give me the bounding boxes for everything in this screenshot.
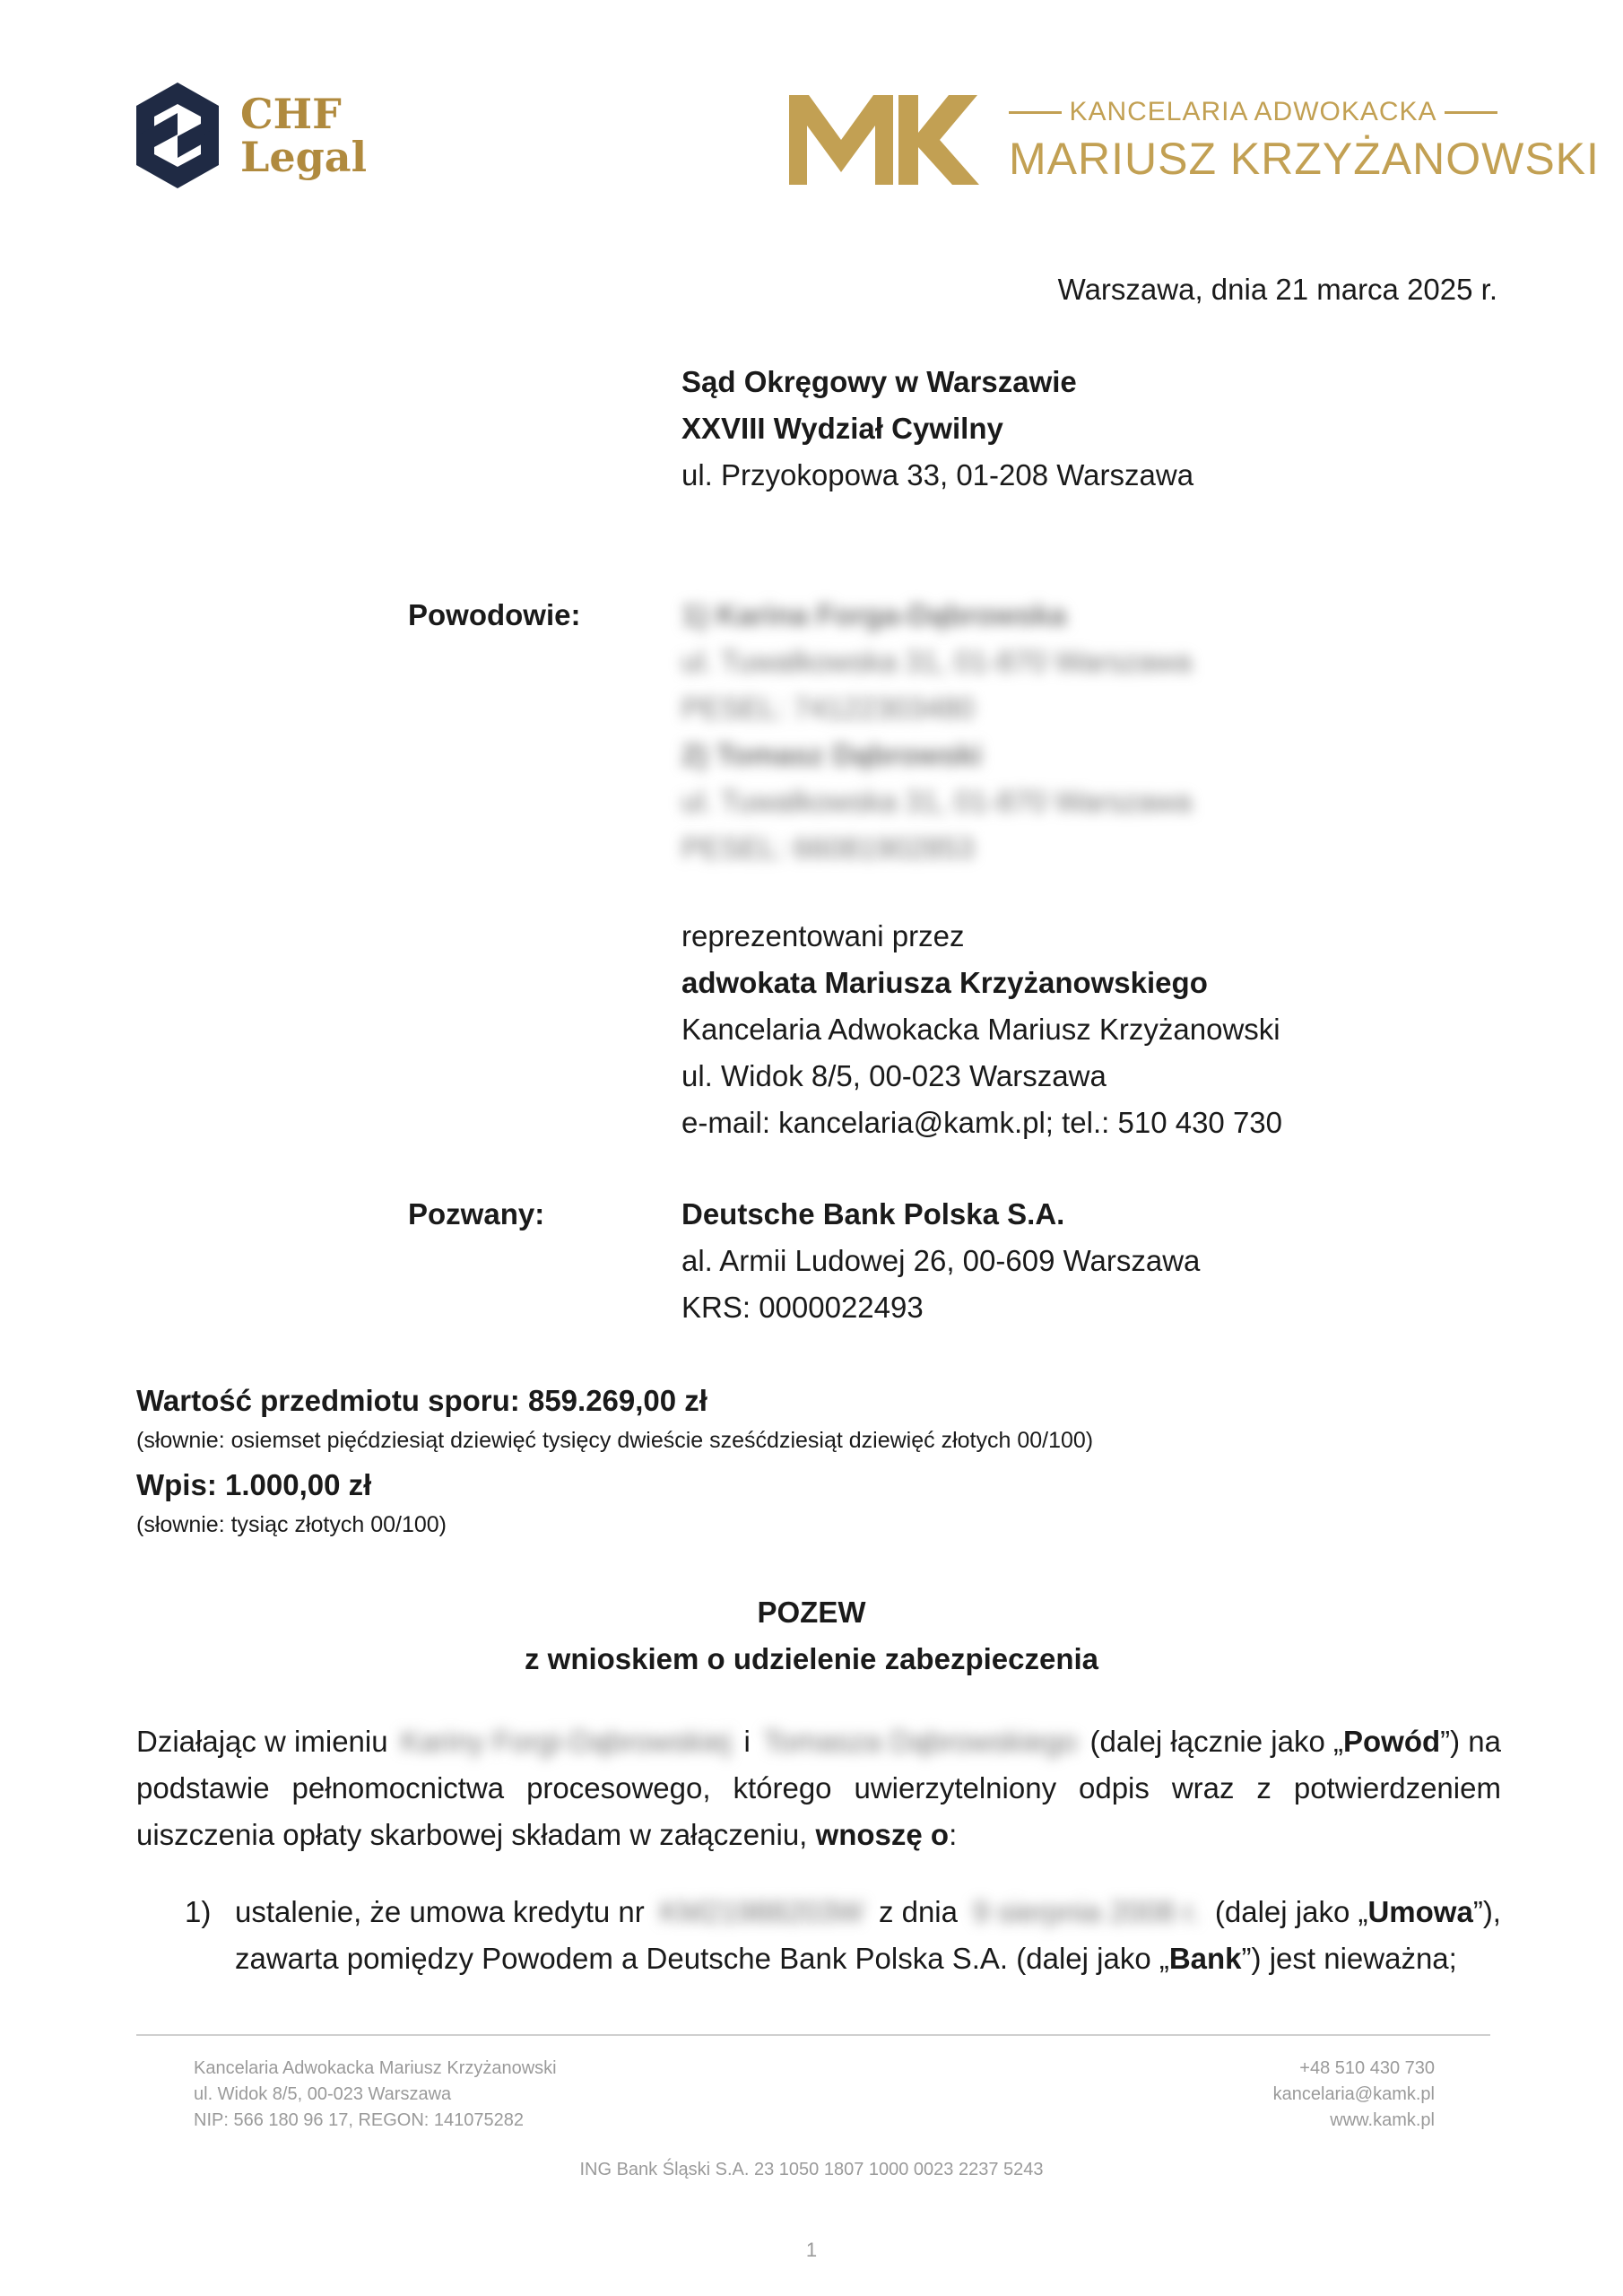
intro-def-open: (dalej łącznie jako „ [1089,1725,1343,1758]
footer-divider [136,2034,1490,2036]
mk-logo [789,88,1600,196]
footer-right [1273,2056,1435,2134]
plaintiffs-block [681,592,1192,872]
footer-tax-ids: NIP: 566 180 96 17, REGON: 141075282 [194,2110,525,2130]
intro-line-2-word: którego [733,1771,832,1805]
dispute-value-words: (słownie: osiemset pięćdziesiąt dziewięć tysięcy dwieście sześćdziesiąt dziewięć złotych 00/100) [136,1428,1094,1453]
plaintiff-2-address: ul. Tuwalkowska 31, 01-870 Warszawa [681,785,1193,818]
document-title: POZEW [757,1596,866,1629]
attorney-name: adwokata Mariusza Krzyżanowskiego [681,966,1208,999]
representation-intro: reprezentowani przez [681,919,965,952]
intro-line-2-word: podstawie [136,1771,270,1805]
claim-1-intro: ustalenie, że umowa kredytu nr [235,1895,645,1928]
court-fee-words: (słownie: tysiąc złotych 00/100) [136,1512,447,1537]
claim-1-date-label: z dnia [878,1895,958,1928]
mk-logo-firm [1009,97,1497,127]
intro-line-2-word: uwierzytelniony [854,1771,1057,1805]
intro-line-2-word: z [1256,1771,1271,1805]
court-address: ul. Przyokopowa 33, 01-208 Warszawa [681,458,1194,491]
court-name: Sąd Okręgowy w Warszawie [681,365,1077,398]
footer-firm-name: Kancelaria Adwokacka Mariusz Krzyżanowski [194,2058,557,2078]
attorney-address: ul. Widok 8/5, 00-023 Warszawa [681,1059,1107,1092]
plaintiffs-label: Powodowie: [408,598,581,631]
intro-paragraph [136,1718,1501,1858]
intro-def-bold: Powód [1342,1725,1441,1758]
chf-legal-wordmark [240,90,368,181]
claim-1-def [1215,1889,1501,1935]
plaintiff-1-address: ul. Tuwalkowska 31, 01-870 Warszawa [681,645,1193,678]
intro-line-3-text: uiszczenia opłaty skarbowej składam w załączeniu, [136,1818,816,1851]
footer-website: www.kamk.pl [1330,2110,1435,2130]
document-subtitle: z wnioskiem o udzielenie zabezpieczenia [524,1642,1099,1675]
intro-line-2-word: potwierdzeniem [1293,1771,1501,1805]
claim-1-line-2-text: zawarta pomiędzy Powodem a Deutsche Bank Polska S.A. (dalej jako „ [235,1942,1169,1975]
court-division: XXVIII Wydział Cywilny [681,412,1003,445]
chf-logo-line1: CHF [240,90,342,138]
footer-bank-account: ING Bank Śląski S.A. 23 1050 1807 1000 0023 2237 5243 [579,2160,1044,2179]
intro-request-bold: wnoszę o [815,1818,950,1851]
chf-logo-line2: Legal [240,133,368,181]
place-date: Warszawa, dnia 21 marca 2025 r. [1057,273,1497,306]
intro-line-3-colon: : [949,1818,958,1851]
defendant-label: Pozwany: [408,1197,545,1231]
redacted-plaintiff-1: Kariny Forgi-Dąbrowskiej [400,1725,732,1758]
footer-address: ul. Widok 8/5, 00-023 Warszawa [194,2084,452,2104]
redacted-contract-number: KM21988203W [659,1895,864,1928]
court-fee: Wpis: 1.000,00 zł [136,1468,372,1501]
chf-legal-emblem-icon [135,81,221,190]
plaintiff-1-name: 1) Karina Forga-Dąbrowska [681,598,1067,631]
intro-line-2-word: wraz [1171,1771,1235,1805]
defendant-krs: KRS: 0000022493 [681,1291,924,1324]
claim-1-line-2 [235,1935,1501,1982]
attorney-office: Kancelaria Adwokacka Mariusz Krzyżanowski [681,1013,1280,1046]
mk-logo-rule-left [1009,111,1062,114]
mk-monogram-icon [789,93,986,187]
plaintiff-1-pesel: PESEL: 74122303480 [681,691,975,725]
claim-1-def-bold: Umowa [1367,1895,1473,1928]
plaintiff-2-pesel: PESEL: 66081902853 [681,831,975,865]
intro-line-2-word: odpis [1079,1771,1150,1805]
intro-plaintiff-def [1090,1718,1501,1765]
intro-def-close: ”) na [1440,1725,1501,1758]
footer-left [194,2056,557,2134]
attorney-contact: e-mail: kancelaria@kamk.pl; tel.: 510 430 730 [681,1106,1283,1139]
defendant-address: al. Armii Ludowej 26, 00-609 Warszawa [681,1244,1201,1277]
intro-line-2-word: pełnomocnictwa [291,1771,505,1805]
intro-line-1 [136,1718,1501,1765]
defendant-name: Deutsche Bank Polska S.A. [681,1197,1065,1231]
footer-phone: +48 510 430 730 [1299,2058,1435,2078]
mk-logo-rule-right [1445,111,1497,114]
claim-1-line-1 [235,1889,1501,1935]
intro-line-3 [136,1812,1501,1858]
intro-and: i [743,1725,751,1758]
claim-1-number: 1) [185,1895,212,1928]
mk-logo-firm-text: KANCELARIA ADWOKACKA [1069,97,1437,126]
intro-acting-on-behalf: Działając w imieniu [136,1725,388,1758]
page-number: 1 [805,2239,818,2261]
chf-legal-logo [135,77,368,194]
dispute-value: Wartość przedmiotu sporu: 859.269,00 zł [136,1384,707,1417]
claim-1-bank-bold: Bank [1168,1942,1242,1975]
claim-1-text [235,1889,1501,1982]
claim-1-def-open: (dalej jako „ [1214,1895,1368,1928]
intro-line-2 [136,1765,1501,1812]
mk-logo-name: MARIUSZ KRZYŻANOWSKI [1009,134,1600,184]
footer-email: kancelaria@kamk.pl [1272,2084,1435,2104]
plaintiff-2-name: 2) Tomasz Dąbrowski [681,738,982,771]
claim-1-def-close: ”), [1472,1895,1501,1928]
redacted-plaintiff-2: Tomasza Dąbrowskiego [763,1725,1078,1758]
claim-1-line-2-end: ”) jest nieważna; [1241,1942,1457,1975]
redacted-contract-date: 9 sierpnia 2008 r. [972,1895,1201,1928]
intro-line-2-word: procesowego, [526,1771,711,1805]
